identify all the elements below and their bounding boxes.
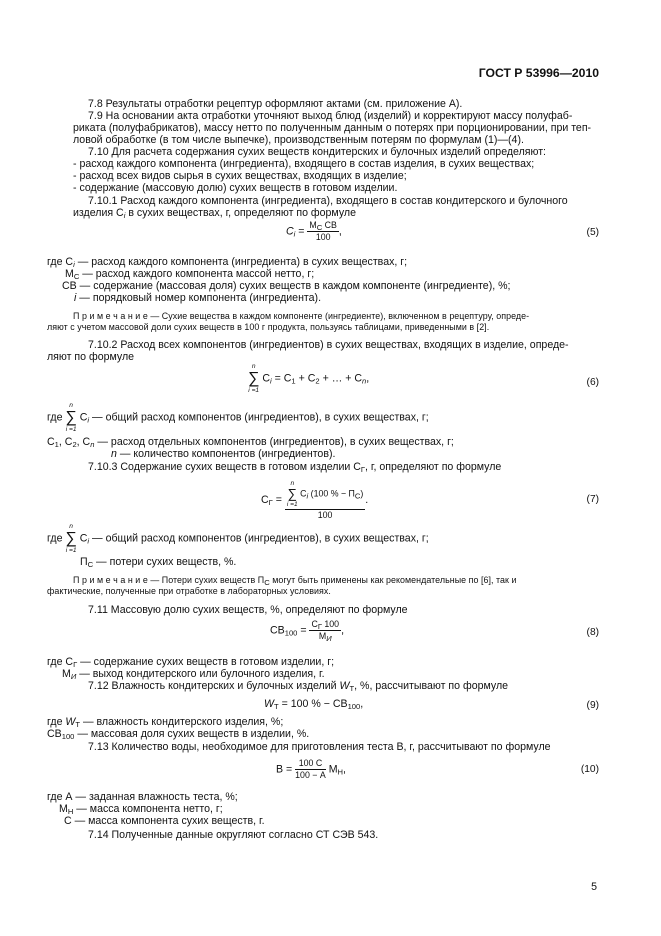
clause-7-12: 7.12 Влажность кондитерских и булочных изделий $W_Т$, %, рассчитывают по формуле	[88, 680, 509, 693]
formula-5: $C_i$ = $\frac{М_С СВ}{100}$ ,	[286, 220, 342, 242]
bullet-1: - расход каждого компонента (ингредиента), входящего в состав изделия, в сухих веществах;	[73, 158, 535, 170]
clause-7-9-line2: риката (полуфабрикатов), массу нетто по полученным данным о потерях при порционировании, при теп-	[73, 122, 592, 134]
clause-7-10-2-line2: ляют по формуле	[47, 351, 135, 363]
where-9-1: где $W_Т$ — влажность кондитерского изделия, %;	[47, 716, 284, 729]
where-6-1: где n ∑ i =1 $С_i$ — общий расход компонентов (ингредиентов), в сухих веществах, г;	[47, 402, 429, 433]
bullet-3: - содержание (массовую долю) сухих веществ в готовом изделии.	[73, 182, 398, 194]
formula-10-number: (10)	[580, 764, 599, 775]
bullet-2: - расход всех видов сырья в сухих веществах, входящих в изделие;	[73, 170, 407, 182]
clause-7-9-line1: 7.9 На основании акта отработки уточняют выход блюд (изделий) и корректируют массу полуфаб-	[88, 110, 573, 122]
formula-6: n ∑ i =1 $С_i = С_1 + С_2$ + … + $С_n$,	[248, 363, 370, 394]
clause-7-10-1-line1: 7.10.1 Расход каждого компонента (ингредиента), входящего в состав кондитерского и булочного	[88, 195, 568, 207]
where-6-3: n — количество компонентов (ингредиентов).	[111, 448, 336, 460]
where-5-3: СВ — содержание (массовая доля) сухих веществ в каждом компоненте (ингредиенте), %;	[62, 280, 511, 292]
formula-6-number: (6)	[586, 377, 599, 388]
formula-9: $W_Т = 100$ % − $СВ_{100}$,	[264, 698, 364, 711]
document-code: ГОСТ Р 53996—2010	[478, 66, 599, 80]
where-10-3: С — масса компонента сухих веществ, г.	[64, 815, 265, 827]
note-1-line2: ляют с учетом массовой доли сухих веществ в 100 г продукта, пользуясь таблицами, приведенными в [2].	[47, 322, 490, 332]
clause-7-14: 7.14 Полученные данные округляют согласно СТ СЭВ 543.	[88, 829, 379, 841]
clause-7-13: 7.13 Количество воды, необходимое для приготовления теста В, г, рассчитывают по формуле	[88, 741, 551, 753]
where-5-4: i — порядковый номер компонента (ингредиента).	[74, 292, 322, 304]
formula-7: $С_Г$ = n ∑ i =1 $С_i$ (100 % − $П_С$) 100 .	[261, 480, 369, 520]
clause-7-11: 7.11 Массовую долю сухих веществ, %, определяют по формуле	[88, 604, 408, 616]
clause-7-10: 7.10 Для расчета содержания сухих веществ кондитерских и булочных изделий определяют:	[88, 146, 547, 158]
where-10-2: $М_Н$ — масса компонента нетто, г;	[59, 803, 223, 816]
formula-5-number: (5)	[586, 227, 599, 238]
where-7-2: $П_С$ — потери сухих веществ, %.	[80, 556, 237, 569]
formula-10: В = $\frac{100 С}{100 - А}$ $М_Н$,	[276, 758, 346, 780]
where-8-2: $М_И$ — выход кондитерского или булочного изделия, г.	[62, 668, 325, 681]
clause-7-9-line3: ловой обработке (в том числе выпечке), производственным потерям по формулам (1)—(4).	[73, 134, 524, 146]
where-5-2: $М_С$ — расход каждого компонента массой нетто, г;	[65, 268, 315, 281]
formula-9-number: (9)	[586, 700, 599, 711]
formula-7-number: (7)	[586, 494, 599, 505]
clause-7-10-3: 7.10.3 Содержание сухих веществ в готовом изделии $С_Г$, г, определяют по формуле	[88, 461, 502, 474]
where-10-1: где А — заданная влажность теста, %;	[47, 791, 238, 803]
clause-7-8: 7.8 Результаты отработки рецептур оформляют актами (см. приложение А).	[88, 98, 463, 110]
where-5-1: где $С_i$ — расход каждого компонента (ингредиента) в сухих веществах, г;	[47, 256, 408, 269]
where-6-2: $С_1$, $С_2$, $С_n$ — расход отдельных компонентов (ингредиентов), в сухих веществах, г;	[47, 436, 454, 449]
formula-8: $СВ_{100}$ = $\frac{С_Г 100}{М_И}$ ,	[270, 619, 345, 643]
note-2-line1: П р и м е ч а н и е — Потери сухих веществ $П_С$ могут быть применены как рекомендательные по [6], так и	[73, 575, 517, 587]
where-8-1: где $С_Г$ — содержание сухих веществ в готовом изделии, г;	[47, 656, 335, 669]
note-1-line1: П р и м е ч а н и е — Сухие вещества в каждом компоненте (ингредиенте), включенном в рецептуру, опреде-	[73, 311, 530, 321]
clause-7-10-2-line1: 7.10.2 Расход всех компонентов (ингредиентов) в сухих веществах, входящих в изделие, опреде-	[88, 339, 569, 351]
clause-7-10-1-line2: изделия $С_i$ в сухих веществах, г, определяют по формуле	[73, 207, 356, 220]
formula-8-number: (8)	[586, 627, 599, 638]
note-2-line2: фактические, полученные при отработке в лабораторных условиях.	[47, 586, 331, 596]
where-9-2: $СВ_{100}$ — массовая доля сухих веществ в изделии, %.	[47, 728, 310, 741]
page-number: 5	[591, 881, 597, 893]
where-7-1: где n ∑ i =1 $С_i$ — общий расход компонентов (ингредиентов), в сухих веществах, г;	[47, 523, 429, 554]
